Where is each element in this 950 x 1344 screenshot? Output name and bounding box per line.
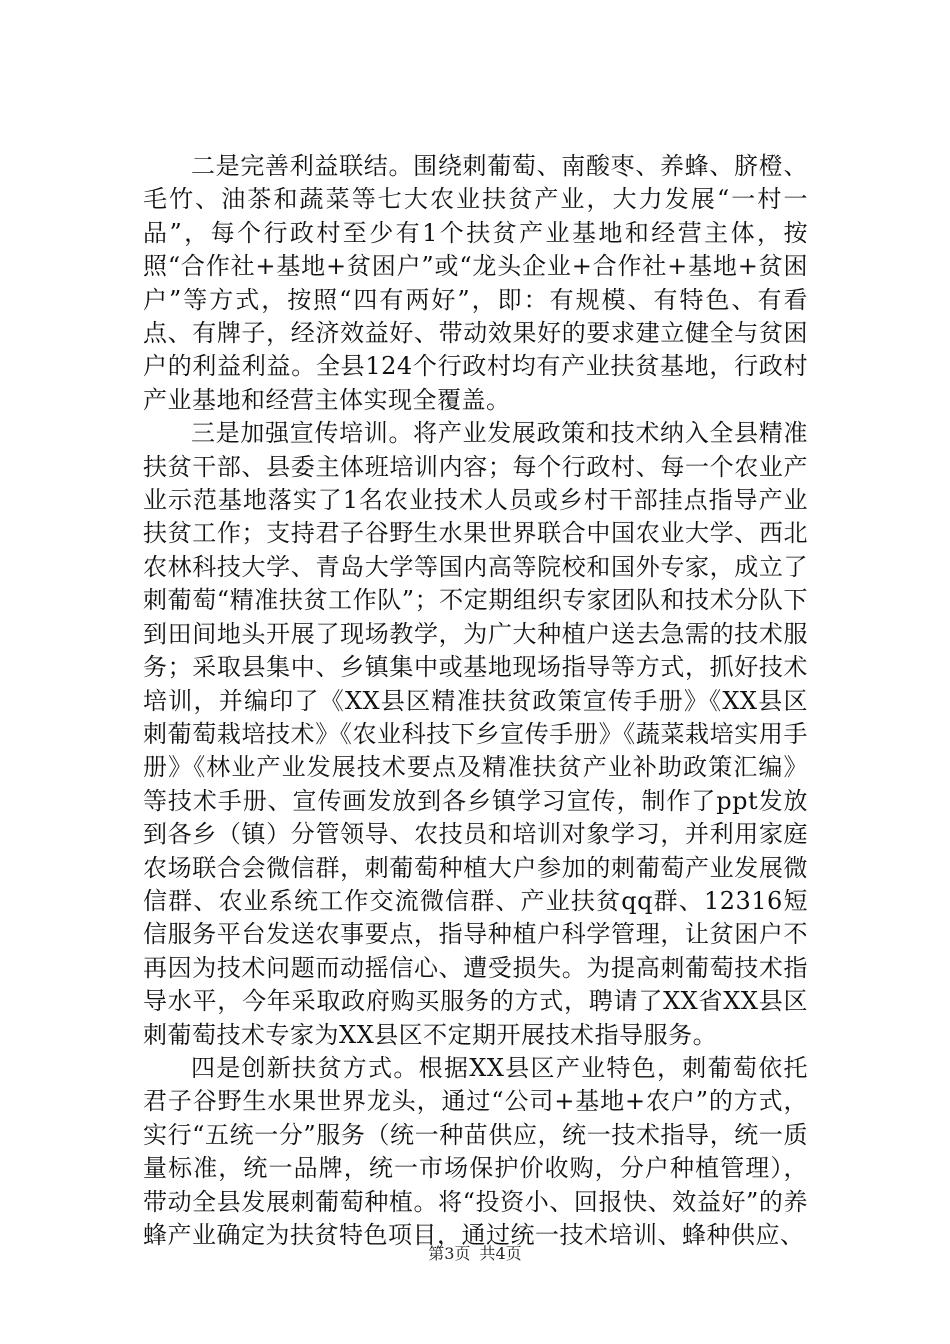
paragraph-income-linkage: 二是完善利益联结。围绕刺葡萄、南酸枣、养蜂、脐橙、毛竹、油茶和蔬菜等七大农业扶贫产业，大力发展“一村一品”，每个行政村至少有1个扶贫产业基地和经营主体，按照“合作社+基地+贫困户”或“龙头企业+合作社+基地+贫困户”等方式，按照“四有两好”，即：有规模、有特色、有看点、有牌子，经济效益好、带动效果好的要求建立健全与贫困户的利益利益。全县124个行政村均有产业扶贫基地，行政村产业基地和经营主体实现全覆盖。 (143, 152, 808, 414)
page-footer (0, 1244, 950, 1264)
page-number: 第3页 (428, 1244, 471, 1263)
page-total: 共4页 (479, 1244, 522, 1263)
document-body (143, 150, 808, 1252)
paragraph-innovation-methods: 四是创新扶贫方式。根据XX县区产业特色，刺葡萄依托君子谷野生水果世界龙头，通过“公司+基地+农户”的方式，实行“五统一分”服务（统一种苗供应，统一技术指导，统一质量标准，统一品牌，统一市场保护价收购，分户种植管理），带动全县发展刺葡萄种植。将“投资小、回报快、效益好”的养蜂产业确定为扶贫特色项目，通过统一技术培训、蜂种供应、 (143, 1053, 808, 1249)
paragraph-publicity-training: 三是加强宣传培训。将产业发展政策和技术纳入全县精准扶贫干部、县委主体班培训内容；每个行政村、每一个农业产业示范基地落实了1名农业技术人员或乡村干部挂点指导产业扶贫工作；支持君子谷野生水果世界联合中国农业大学、西北农林科技大学、青岛大学等国内高等院校和国外专家，成立了刺葡萄“精准扶贫工作队”；不定期组织专家团队和技术分队下到田间地头开展了现场教学，为广大种植户送去急需的技术服务；采取县集中、乡镇集中或基地现场指导等方式，抓好技术培训，并编印了《XX县区精准扶贫政策宣传手册》《XX县区刺葡萄栽培技术》《农业科技下乡宣传手册》《蔬菜栽培实用手册》《林业产业发展技术要点及精准扶贫产业补助政策汇编》等技术手册、宣传画发放到各乡镇学习宣传，制作了ppt发放到各乡（镇）分管领导、农技员和培训对象学习，并利用家庭农场联合会微信群，刺葡萄种植大户参加的刺葡萄产业发展微信群、农业系统工作交流微信群、产业扶贫qq群、12316短信服务平台发送农事要点，指导种植户科学管理，让贫困户不再因为技术问题而动摇信心、遭受损失。为提高刺葡萄技术指导水平，今年采取政府购买服务的方式，聘请了XX省XX县区刺葡萄技术专家为XX县区不定期开展技术指导服务。 (143, 419, 808, 1049)
